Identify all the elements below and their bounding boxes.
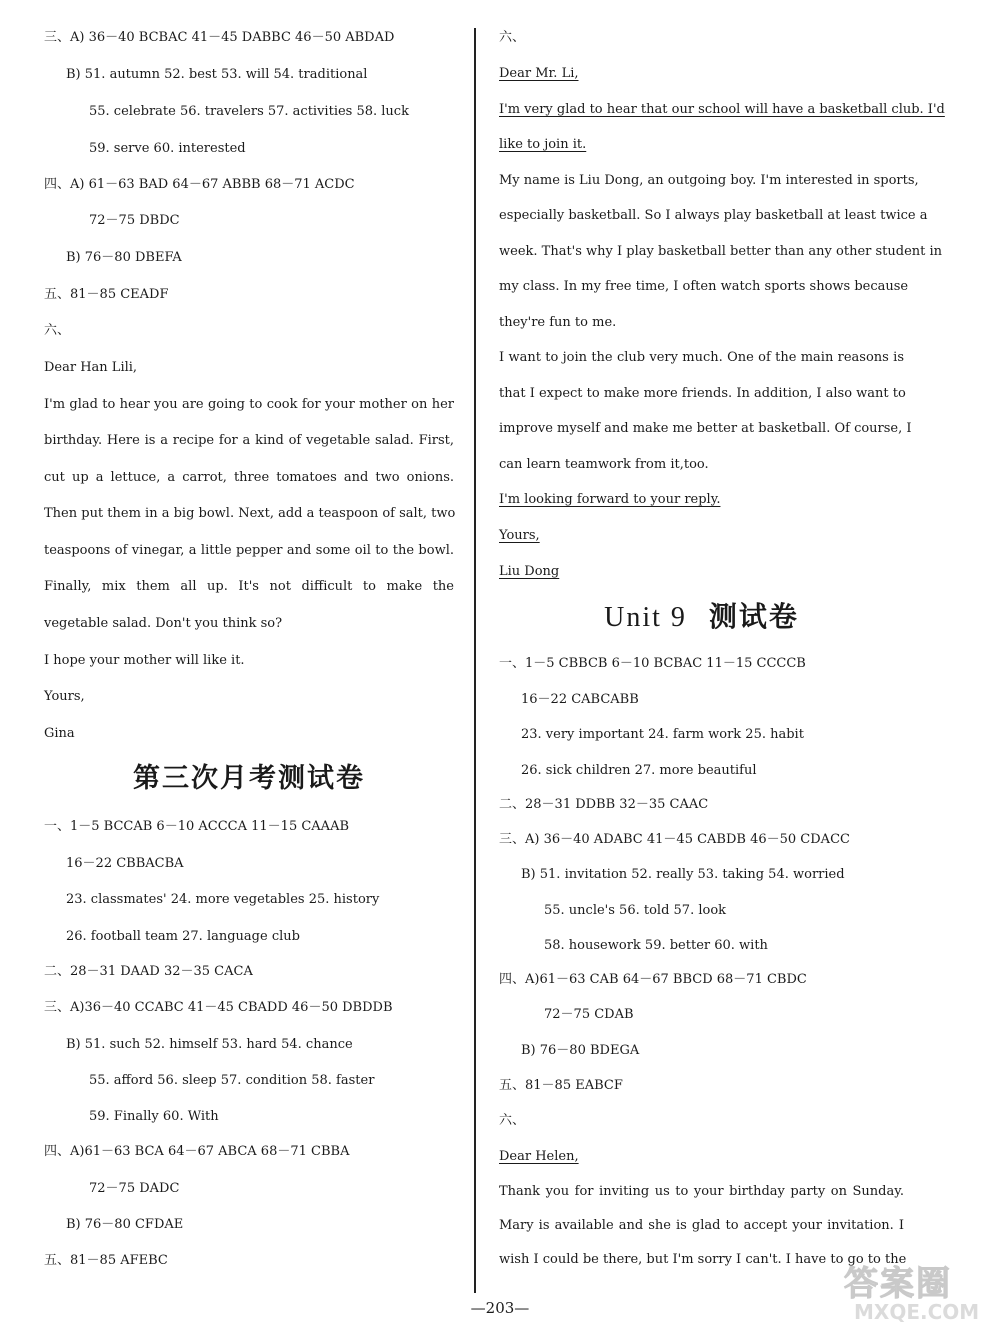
letter-line: my class. In my free time, I often watch sports shows because — [499, 279, 909, 294]
column-divider — [474, 28, 476, 1293]
section-label: 六、 — [499, 1113, 526, 1128]
answer-line: 55. uncle's 56. told 57. look — [544, 903, 727, 918]
unit-title-en: Unit 9 — [604, 602, 687, 633]
answer-line: 16－22 CBBACBA — [66, 856, 184, 871]
letter-line: they're fun to me. — [499, 315, 617, 330]
answer-line: 四、A)61－63 BCA 64－67 ABCA 68－71 CBBA — [44, 1144, 350, 1159]
answer-line: 55. afford 56. sleep 57. condition 58. faster — [89, 1073, 375, 1088]
answer-line: 59. serve 60. interested — [89, 141, 246, 156]
letter-line: I hope your mother will like it. — [44, 653, 245, 668]
answer-line: 三、A) 36－40 ADABC 41－45 CABDB 46－50 CDACC — [499, 832, 850, 847]
answer-line: B) 76－80 CFDAE — [66, 1217, 184, 1232]
answer-line: 四、A) 61－63 BAD 64－67 ABBB 68－71 ACDC — [44, 177, 355, 192]
watermark-cn: 答案圈 — [844, 1264, 952, 1304]
letter-greeting: Dear Mr. Li, — [499, 66, 579, 81]
answer-line: 23. very important 24. farm work 25. habit — [521, 727, 804, 742]
answer-line: 72－75 CDAB — [544, 1007, 634, 1022]
letter-line: wish I could be there, but I'm sorry I can't. I have to go to the — [499, 1252, 907, 1267]
letter-line: improve myself and make me better at basketball. Of course, I — [499, 421, 912, 436]
answer-line: 26. football team 27. language club — [66, 929, 300, 944]
watermark-logo — [838, 1256, 988, 1328]
section-title: 第三次月考测试卷 — [133, 763, 365, 794]
answer-line: 55. celebrate 56. travelers 57. activities 58. luck — [89, 104, 409, 119]
letter-signature: Liu Dong — [499, 564, 560, 579]
answer-line: 16－22 CABCABB — [521, 692, 639, 707]
answer-line: B) 51. autumn 52. best 53. will 54. traditional — [66, 67, 368, 82]
letter-line: vegetable salad. Don't you think so? — [44, 616, 283, 631]
answer-line: 五、81－85 CEADF — [44, 287, 169, 302]
answer-line: 72－75 DBDC — [89, 213, 180, 228]
letter-line: birthday. Here is a recipe for a kind of vegetable salad. First, — [44, 433, 454, 448]
letter-line: I'm glad to hear you are going to cook for your mother on her — [44, 397, 454, 412]
letter-line: cut up a lettuce, a carrot, three tomatoes and two onions. — [44, 470, 454, 485]
answer-line: 三、A)36－40 CCABC 41－45 CBADD 46－50 DBDDB — [44, 1000, 393, 1015]
answer-line: 五、81－85 EABCF — [499, 1078, 623, 1093]
letter-line: week. That's why I play basketball better than any other student in — [499, 244, 943, 259]
unit-title-cn: 测试卷 — [708, 600, 799, 633]
letter-line: I want to join the club very much. One of the main reasons is — [499, 350, 904, 365]
unit-title — [499, 600, 904, 635]
answer-line: 59. Finally 60. With — [89, 1109, 219, 1124]
letter-line: Finally, mix them all up. It's not difficult to make the — [44, 579, 454, 594]
letter-line: can learn teamwork from it,too. — [499, 457, 709, 472]
watermark-en: MXQE.COM — [854, 1300, 980, 1324]
letter-closing: Yours, — [44, 689, 85, 704]
answer-line: 23. classmates' 24. more vegetables 25. history — [66, 892, 380, 907]
letter-line-underlined: I'm looking forward to your reply. — [499, 492, 721, 507]
answer-line: B) 51. such 52. himself 53. hard 54. chance — [66, 1037, 353, 1052]
letter-closing: Yours, — [499, 528, 540, 543]
answer-line: 一、1－5 BCCAB 6－10 ACCCA 11－15 CAAAB — [44, 819, 350, 834]
letter-line: Mary is available and she is glad to accept your invitation. I — [499, 1218, 904, 1233]
letter-signature: Gina — [44, 726, 75, 741]
answer-line: 26. sick children 27. more beautiful — [521, 763, 757, 778]
letter-greeting: Dear Helen, — [499, 1149, 579, 1164]
letter-line: that I expect to make more friends. In addition, I also want to — [499, 386, 906, 401]
answer-line: 二、28－31 DDBB 32－35 CAAC — [499, 797, 709, 812]
answer-line: B) 76－80 BDEGA — [521, 1043, 640, 1058]
letter-line: especially basketball. So I always play basketball at least twice a — [499, 208, 928, 223]
answer-line: 一、1－5 CBBCB 6－10 BCBAC 11－15 CCCCB — [499, 656, 806, 671]
answer-line: 五、81－85 AFEBC — [44, 1253, 168, 1268]
answer-line: 58. housework 59. better 60. with — [544, 938, 768, 953]
letter-line-underlined: I'm very glad to hear that our school will have a basketball club. I'd — [499, 102, 945, 117]
answer-line: B) 51. invitation 52. really 53. taking 54. worried — [521, 867, 845, 882]
answer-line: 72－75 DADC — [89, 1181, 180, 1196]
answer-line: 三、A) 36－40 BCBAC 41－45 DABBC 46－50 ABDAD — [44, 30, 395, 45]
answer-line: 四、A)61－63 CAB 64－67 BBCD 68－71 CBDC — [499, 972, 807, 987]
page-number: —203— — [470, 1299, 530, 1317]
answer-line: 二、28－31 DAAD 32－35 CACA — [44, 964, 253, 979]
letter-line: Then put them in a big bowl. Next, add a teaspoon of salt, two — [44, 506, 456, 521]
letter-line: teaspoons of vinegar, a little pepper and some oil to the bowl. — [44, 543, 454, 558]
letter-line-underlined: like to join it. — [499, 137, 587, 152]
answer-line: B) 76－80 DBEFA — [66, 250, 182, 265]
letter-line: Thank you for inviting us to your birthday party on Sunday. — [499, 1184, 904, 1199]
section-label: 六、 — [499, 30, 526, 45]
letter-line: My name is Liu Dong, an outgoing boy. I'm interested in sports, — [499, 173, 919, 188]
letter-greeting: Dear Han Lili, — [44, 360, 138, 375]
section-label: 六、 — [44, 323, 71, 338]
